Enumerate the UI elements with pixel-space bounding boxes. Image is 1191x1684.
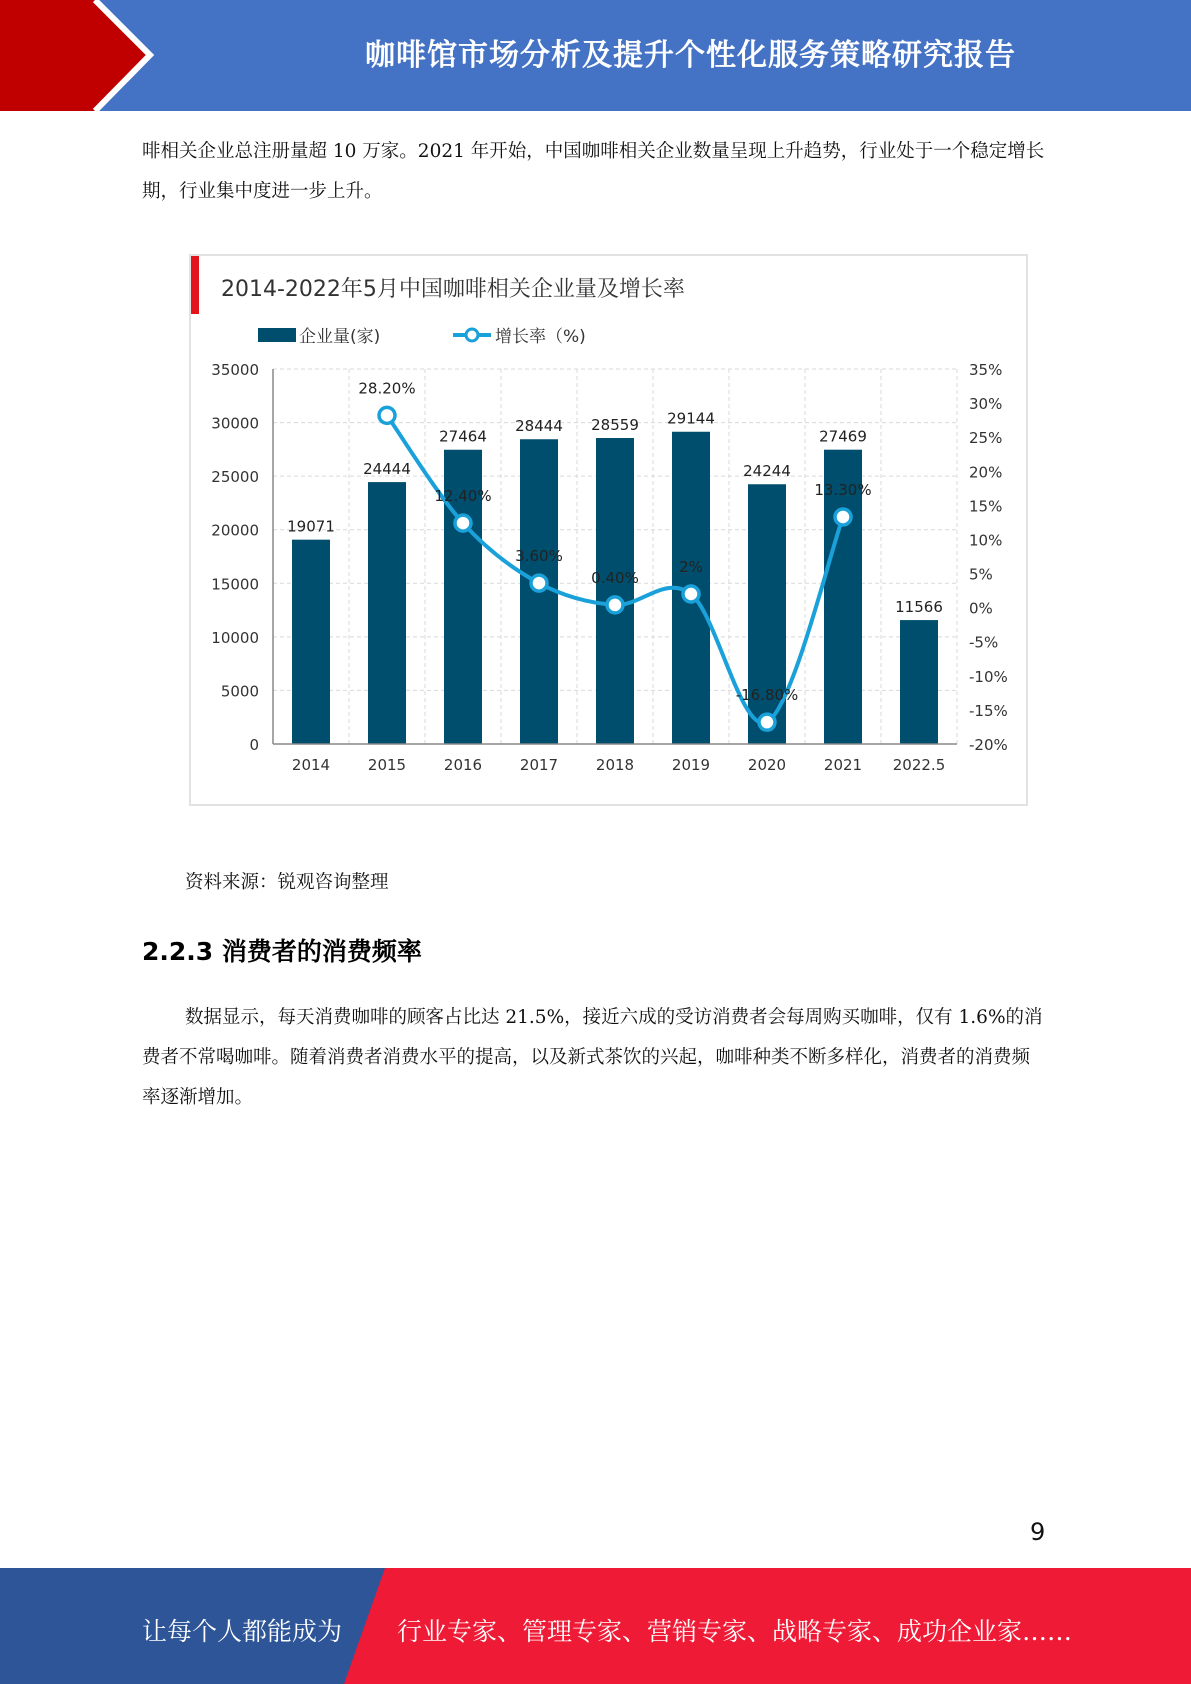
x-tick-label: 2016: [443, 756, 483, 774]
growth-point: [607, 597, 623, 613]
x-tick-label: 2019: [671, 756, 711, 774]
y-left-tick-label: 25000: [211, 468, 259, 487]
bar-data-label: 27469: [819, 427, 867, 446]
y-right-tick-label: 0%: [969, 599, 993, 618]
growth-data-label: 3.60%: [515, 547, 563, 566]
growth-data-label: 13.30%: [814, 480, 872, 499]
growth-data-label: 2%: [679, 558, 703, 576]
y-right-tick-label: -15%: [969, 701, 1008, 720]
growth-point: [683, 586, 699, 602]
bar-data-label: 11566: [895, 598, 943, 617]
legend-bar-label: 企业量(家): [299, 327, 381, 347]
bar-data-label: 19071: [287, 517, 335, 536]
growth-point: [835, 509, 851, 525]
y-left-tick-label: 30000: [211, 414, 259, 433]
bar-data-label: 24244: [743, 462, 791, 481]
y-left-tick-label: 20000: [211, 521, 259, 540]
y-left-tick-label: 15000: [211, 575, 259, 594]
legend-bar-swatch: [258, 328, 296, 342]
y-right-tick-label: 25%: [969, 429, 1003, 448]
y-left-tick-label: 35000: [211, 361, 259, 379]
bar: [900, 620, 938, 744]
title-accent-bar: [191, 256, 199, 314]
y-left-tick-label: 5000: [220, 682, 259, 701]
x-tick-label: 2022.5: [892, 756, 946, 774]
bar-data-label: 27464: [439, 427, 487, 446]
y-right-tick-label: 10%: [969, 531, 1003, 550]
intro-paragraph: 啡相关企业总注册量超 10 万家。2021 年开始，中国咖啡相关企业数量呈现上升趋势，行业处于一个稳定增长期，行业集中度进一步上升。: [142, 141, 1045, 202]
x-tick-label: 2014: [291, 756, 331, 774]
page-footer: [0, 1568, 1191, 1684]
y-right-tick-label: 15%: [969, 497, 1003, 516]
bar-data-label: 28559: [591, 416, 639, 435]
y-right-tick-label: 20%: [969, 463, 1003, 482]
footer-slogan-right: 行业专家、管理专家、营销专家、战略专家、成功企业家……: [397, 1617, 1073, 1646]
x-tick-label: 2017: [519, 756, 559, 774]
y-right-tick-label: 30%: [969, 395, 1003, 414]
legend-line-marker: [466, 329, 478, 341]
bar-data-label: 28444: [515, 417, 563, 436]
chart-title: 2014-2022年5月中国咖啡相关企业量及增长率: [221, 277, 685, 302]
bar: [292, 540, 330, 744]
y-right-tick-label: 5%: [969, 565, 993, 584]
section-heading: 2.2.3 消费者的消费频率: [142, 937, 422, 966]
x-tick-label: 2015: [367, 756, 407, 774]
y-right-tick-label: -5%: [969, 633, 999, 652]
growth-data-label: 28.20%: [358, 379, 416, 398]
growth-data-label: 0.40%: [591, 568, 639, 587]
source-note: 资料来源：锐观咨询整理: [185, 872, 389, 893]
footer-slogan-left: 让每个人都能成为: [142, 1617, 343, 1646]
page-number: 9: [1030, 1518, 1046, 1546]
y-right-tick-label: -20%: [969, 736, 1008, 754]
page-header: [0, 0, 1191, 111]
bar-data-label: 24444: [363, 460, 411, 479]
x-tick-label: 2018: [595, 756, 635, 774]
y-left-tick-label: 10000: [211, 628, 259, 647]
growth-point: [759, 714, 775, 730]
x-tick-label: 2020: [747, 756, 787, 774]
y-right-tick-label: 35%: [969, 361, 1003, 379]
bar: [596, 438, 634, 744]
chart-frame: [189, 254, 1028, 806]
growth-data-label: -16.80%: [735, 686, 799, 705]
legend-line-label: 增长率（%): [495, 327, 586, 347]
bar-data-label: 29144: [667, 409, 715, 428]
growth-point: [379, 407, 395, 423]
header-title: 咖啡馆市场分析及提升个性化服务策略研究报告: [365, 38, 1016, 73]
growth-data-label: 12.40%: [434, 487, 492, 506]
x-tick-label: 2021: [823, 756, 863, 774]
growth-point: [455, 515, 471, 531]
growth-point: [531, 575, 547, 591]
y-left-tick-label: 0: [249, 736, 259, 754]
frequency-paragraph: 数据显示，每天消费咖啡的顾客占比达 21.5%，接近六成的受访消费者会每周购买咖啡，仅有 1.6%的消费者不常喝咖啡。随着消费者消费水平的提高，以及新式茶饮的兴起，咖啡种类不断多样化，消费者的消费频率逐渐增加。: [142, 1007, 1043, 1108]
enterprise-count-chart: [191, 256, 1026, 804]
bar: [368, 482, 406, 744]
y-right-tick-label: -10%: [969, 667, 1008, 686]
